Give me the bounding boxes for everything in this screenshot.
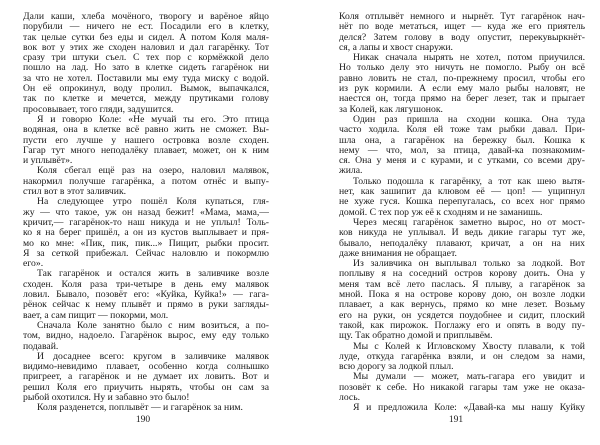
text-line: всю дорогу за лодкой плыл.: [339, 361, 454, 373]
text-line: так по клетке и мечется, между прутиками голову: [23, 93, 269, 105]
paragraph: [339, 12, 585, 53]
paragraph: [23, 197, 269, 269]
text-line: сразу три штуки съел. С тех пор с кормёжкой дело: [23, 52, 269, 64]
text-line: Коля отплывёт немного и нырнёт. Тут гагарёнок нач-: [339, 11, 585, 22]
text-line: даже внимания не обращает.: [339, 247, 457, 259]
text-line: позовёт к себе. Но никакой гагары там уже не оказа-: [339, 381, 585, 393]
text-line: за Колей, как лягушонок.: [339, 103, 443, 115]
text-line: видимо-невидимо плавает, особенно когда солнышко: [23, 361, 269, 373]
text-line: нему — что, мол, за птица, давай-ка познакомим-: [339, 144, 585, 156]
page-number-left: 190: [135, 415, 151, 425]
text-line: пошло на лад. Но зато в клетке сидеть гагарёнок ни: [23, 62, 269, 74]
text-line: стил вот в этот заливчик.: [23, 186, 127, 198]
paragraph: [23, 166, 269, 197]
paragraph: [339, 115, 585, 177]
text-line: щу. Так обратно домой и приплывём.: [339, 330, 493, 342]
text-line: ся. Она у меня и с курами, и с утками, со всеми дру-: [339, 155, 585, 167]
text-line: и уплывёт».: [23, 155, 73, 167]
paragraph: [339, 53, 585, 115]
text-line: ся, а лапы и хвост снаружи.: [339, 41, 453, 53]
text-line: его на руки, он усядется поудобнее и сидит, плоский: [339, 309, 585, 321]
text-line: Сначала Коле занятно было с ним возиться, а по-: [37, 319, 269, 331]
text-line: Я и предложила Коле: «Давай-ка мы нашу Куйку: [353, 402, 585, 414]
text-line: так целые сутки без еды и сидел. А потом Коля маля-: [23, 31, 269, 43]
text-line: Через месяц гагарёнок заметно вырос, но от мост-: [353, 216, 585, 228]
text-line: пригреет, а гагарёнок и не думает их ловить. Вот и: [23, 371, 269, 383]
paragraph: [339, 342, 585, 373]
text-line: Из заливчика он выплывал только за лодкой. Вот: [353, 258, 585, 270]
text-line: плавает, а как вернусь, прямо ко мне лезет. Возьму: [339, 299, 585, 311]
text-line: наестся он, тогда прямо на берег лезет, так и прыгает: [339, 93, 585, 105]
text-line: лось.: [339, 391, 361, 403]
paragraph: [23, 115, 269, 166]
text-line: Коля разденется, поплывёт — и гагарёнок за ним.: [37, 402, 243, 414]
text-line: бывало, неподалёку плавают, кричат, а он на них: [339, 237, 585, 249]
text-line: Я за сеткой прибежал. Сейчас наловлю и покормлю: [23, 247, 269, 259]
text-line: делся? Затем голову в воду опустит, перекувыркнёт-: [339, 31, 585, 43]
paragraph: [339, 372, 585, 403]
text-line: за что не хотел. Поставили мы ему туда миску с водой.: [23, 72, 269, 84]
paragraph: [23, 403, 269, 413]
text-line: его».: [23, 258, 44, 270]
text-line: поплыву я на соседний остров корову доить. Она у: [339, 268, 585, 280]
text-line: Никак сначала нырять не хотел, потом приучился.: [353, 52, 585, 64]
text-line: накормил получше гагарёнка, а потом отнёс и выпу-: [23, 175, 269, 187]
text-line: жу — что такое, уж он назад бежит! «Мама, мама,—: [23, 206, 269, 218]
text-line: шла она, а гагарёнок на бережку был. Кошка к: [339, 134, 585, 146]
paragraph: [23, 321, 269, 352]
text-line: не хуже гуся. Кошка перепугалась, со всех ног прямо: [339, 196, 585, 208]
paragraph: [23, 12, 269, 115]
text-line: том, видно, надоело. Гагарёнок вырос, ему еду только: [23, 330, 269, 342]
text-line: Но только делу это ничуть не помогло. Рыбу он всё: [339, 62, 585, 74]
text-line: вок вот у этих же сходен наловил и дал гагарёнку. Тот: [23, 41, 269, 53]
paragraph: [23, 269, 269, 320]
text-line: меня там всё лето паслась. Я плыву, а гагарёнок за: [339, 278, 585, 290]
text-line: рёнок сейчас к нему плывёт и прямо в руки загляды-: [23, 299, 269, 311]
text-line: И досаднее всего: кругом в заливчике малявок: [37, 350, 269, 362]
text-line: водяная, она в клетке всё равно жить не сможет. Вы-: [23, 124, 269, 136]
page-number-right: 191: [448, 415, 464, 425]
text-line: Я и говорю Коле: «Не мучай ты его. Это птица: [37, 113, 269, 125]
text-line: жила.: [339, 165, 363, 177]
text-line: луде, откуда гагарёнка взяли, и он следом за нами,: [339, 350, 585, 362]
text-line: Так гагарёнок и остался жить в заливчике возле: [37, 268, 269, 280]
paragraph: [339, 177, 585, 218]
text-line: мо ко мне: «Пик, пик, пик...» Пищит, рыбки просит.: [23, 237, 269, 249]
text-line: нёт по воде метаться, ищет — куда же его приятель: [339, 21, 585, 33]
left-page-text: [23, 12, 269, 414]
text-line: равно ловить не стал, по-прежнему просил, чтобы его: [339, 72, 585, 84]
text-line: просовывает, того гляди, задушится.: [23, 103, 174, 115]
text-line: На следующее утро пошёл Коля купаться, гля-: [37, 196, 269, 208]
text-line: кричит,— гагарёнок-то наш никуда и не уплыл! Толь-: [23, 216, 269, 228]
text-line: Один раз пришла на сходни кошка. Она туда: [353, 113, 585, 125]
paragraph: [339, 259, 585, 341]
paragraph: [23, 352, 269, 403]
text-line: нет, как зашипит да клювом её — цоп! — ущипнул: [339, 186, 585, 198]
text-line: вает, а сам пищит — покорми, мол.: [23, 309, 169, 321]
text-line: Гагар тут много неподалёку плавает, может, он к ним: [23, 144, 269, 156]
text-line: Дали каши, хлеба мочёного, творогу и варёное яйцо: [23, 11, 269, 22]
text-line: Коля сбегал ещё раз на озеро, наловил малявок,: [37, 165, 269, 177]
text-line: решил Коля его приучить нырять, чтобы он сам за: [23, 381, 269, 393]
right-page-text: [339, 12, 585, 414]
text-line: пусти его лучше у нашего островка возле сходен.: [23, 134, 269, 146]
text-line: порубили — ничего не ест. Посадили его в клетку,: [23, 21, 269, 33]
text-line: Мы с Колей к Игловскому Хвосту плавали, к той: [353, 340, 585, 352]
text-line: рыбой охотился. Ну и забавно это было!: [23, 391, 190, 403]
paragraph: [339, 403, 585, 413]
text-line: из рук кормили. А если ему мало рыбы наловят, не: [339, 83, 585, 95]
text-line: сходен. Коля раза три-четыре в день ему малявок: [23, 278, 269, 290]
text-line: Мы думали — может, мать-гагара его увидит и: [353, 371, 585, 383]
text-line: часто ходила. Коля ей тоже там рыбки давал. При-: [339, 124, 585, 136]
text-line: домой. С тех пор уж её к сходням и не заманишь.: [339, 206, 543, 218]
text-line: ловил. Бывало, позовёт его: «Куйка, Куйка!» — гага-: [23, 289, 269, 301]
paragraph: [339, 218, 585, 259]
text-line: ков никуда не уплывал. И ведь дикие гагары тут же,: [339, 227, 585, 239]
text-line: подавай.: [23, 340, 59, 352]
text-line: Он её опрокинул, воду пролил. Вымок, выпачкался,: [23, 83, 269, 95]
text-line: Только подошла к гагарёнку, а тот как шею вытя-: [353, 175, 585, 187]
text-line: ко я на берег пришёл, а он из кустов выплывает и пря-: [23, 227, 269, 239]
text-line: такой, как пирожок. Поглажу его и опять в воду пу-: [339, 319, 585, 331]
text-line: мной. Пока я на острове корову дою, он возле лодки: [339, 289, 585, 301]
